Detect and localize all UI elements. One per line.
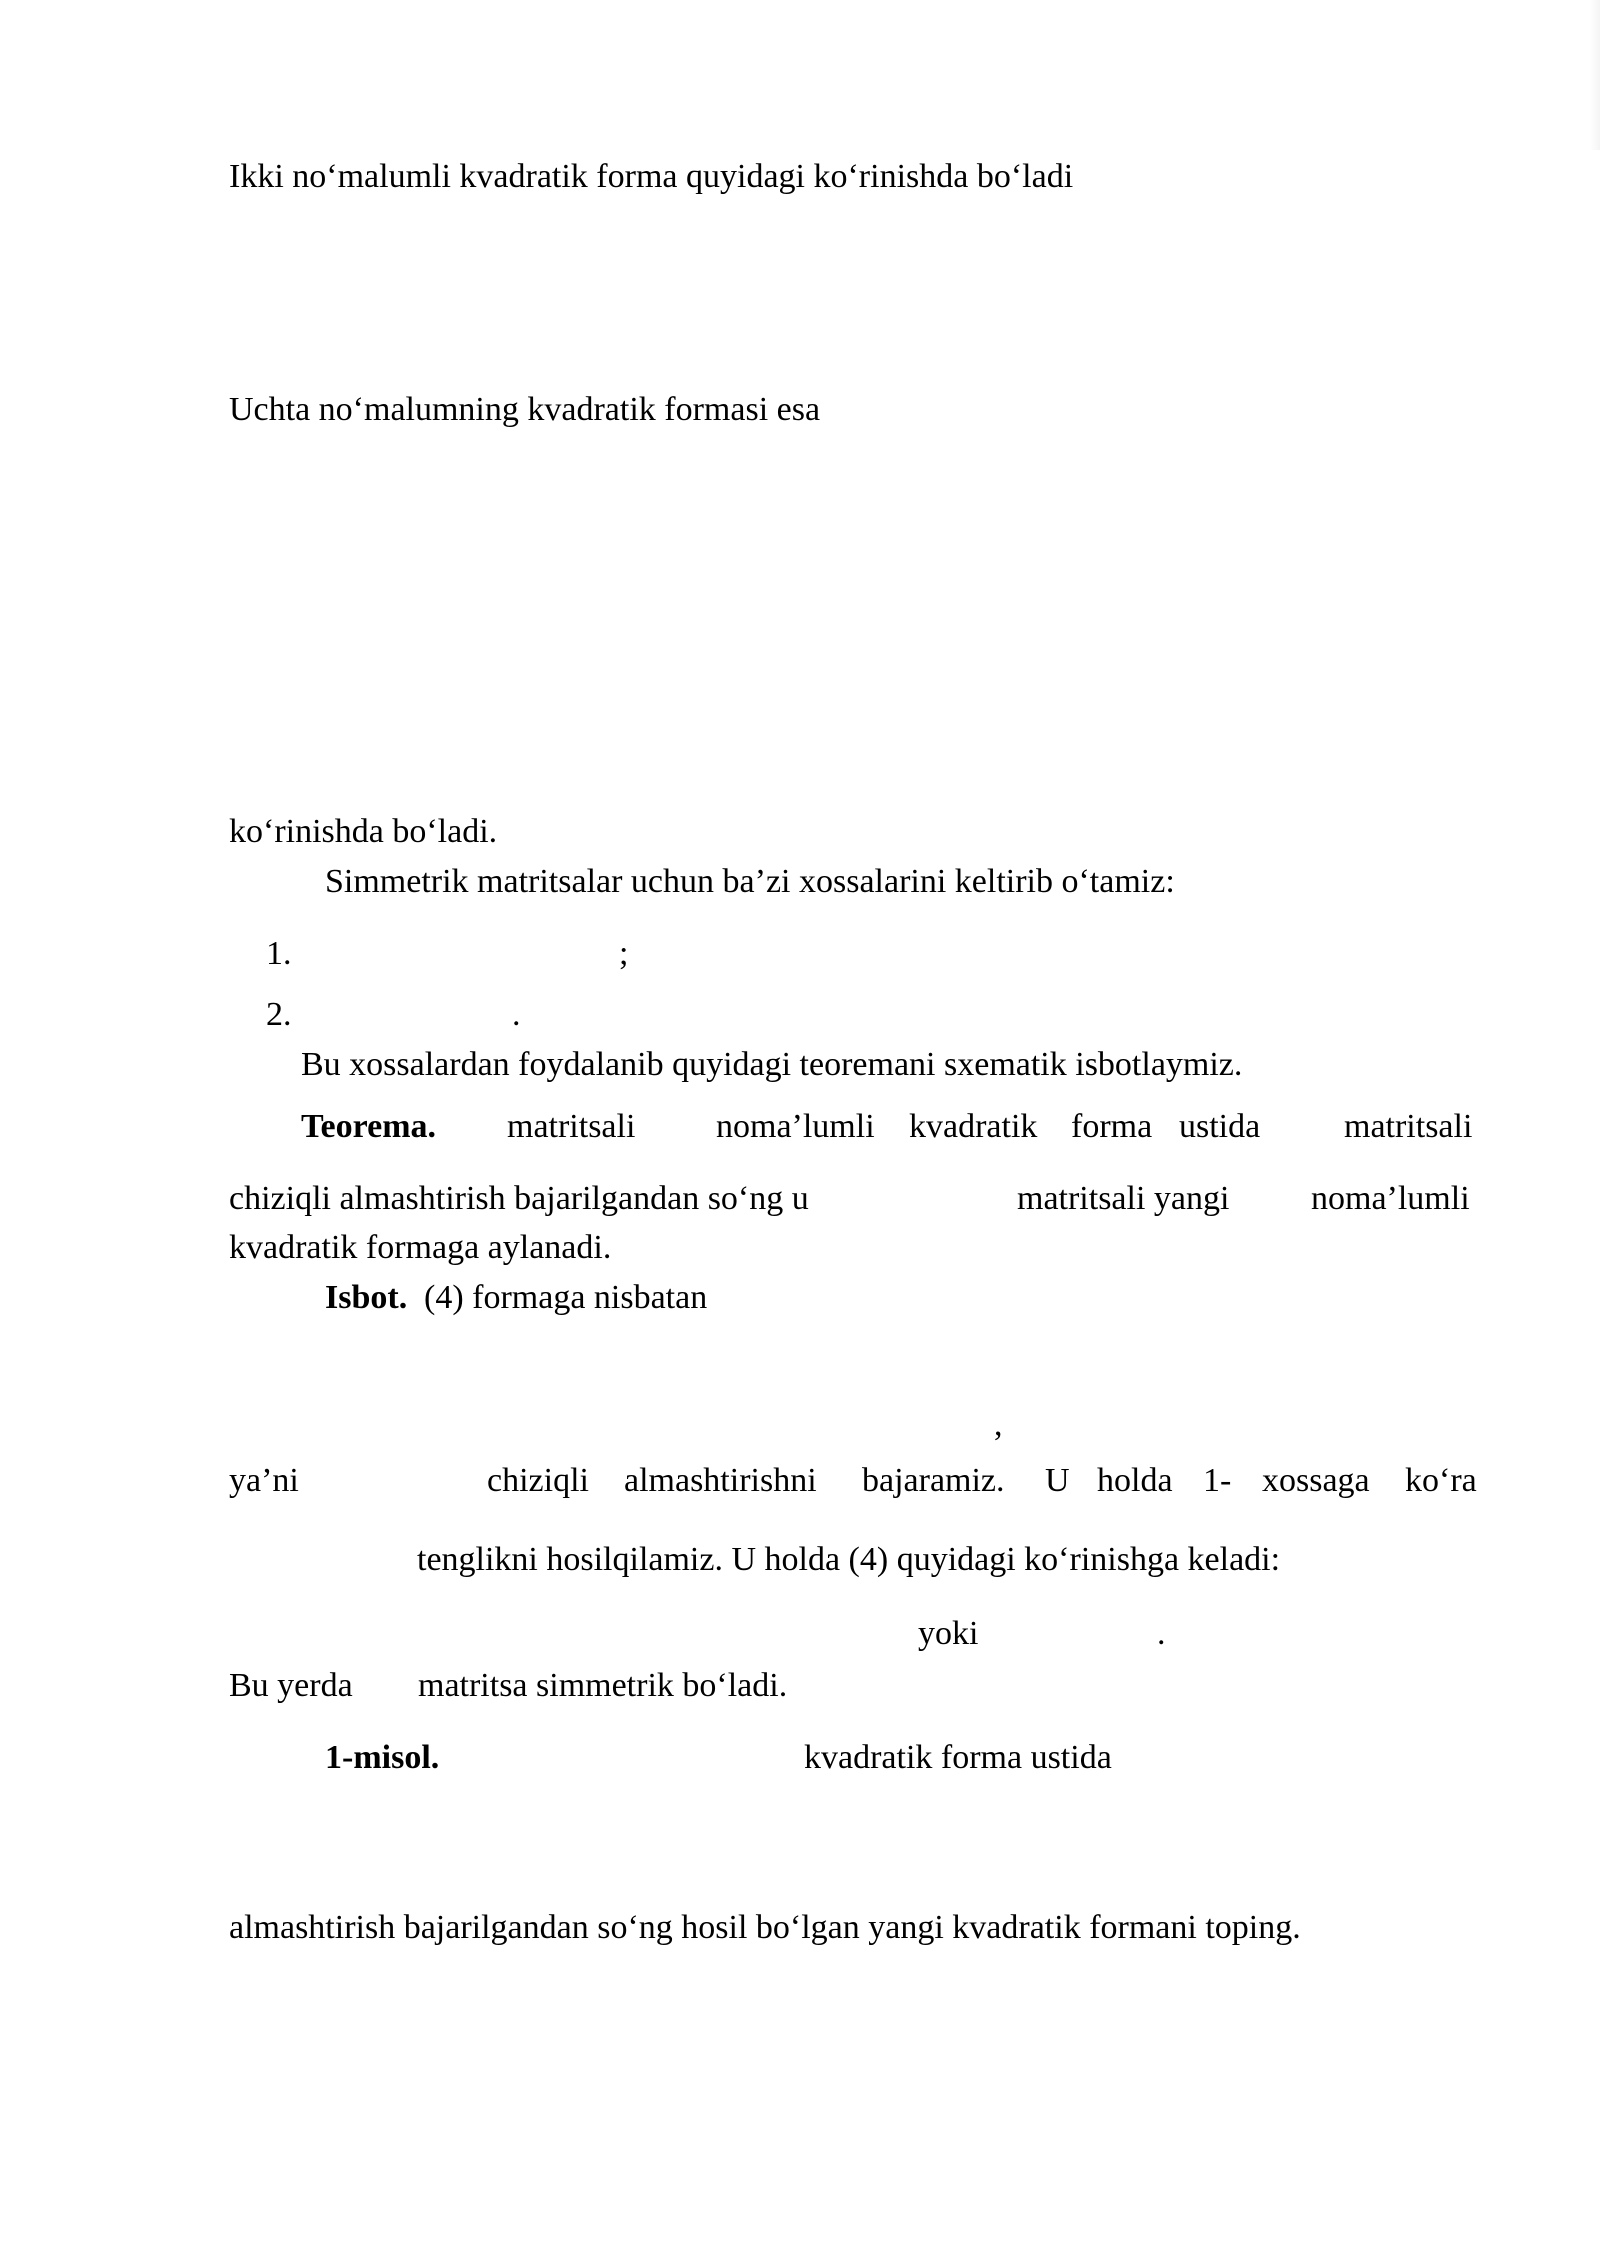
paragraph-three-unknowns: Uchta no‘malumning kvadratik formasi esa bbox=[229, 391, 821, 428]
theorem-word: matritsali bbox=[1344, 1108, 1473, 1145]
theorem-word: matritsali bbox=[507, 1108, 636, 1145]
proof-line-5-end: matritsa simmetrik bo‘ladi. bbox=[418, 1667, 788, 1704]
proof-word: holda bbox=[1097, 1462, 1173, 1499]
theorem-word: ustida bbox=[1179, 1108, 1261, 1145]
list-item-number: 1. bbox=[266, 935, 292, 972]
theorem-line-3: kvadratik formaga aylanadi. bbox=[229, 1229, 612, 1266]
proof-period: . bbox=[1157, 1615, 1166, 1652]
proof-word: xossaga bbox=[1262, 1462, 1370, 1499]
proof-word: 1- bbox=[1203, 1462, 1232, 1499]
theorem-label: Teorema. bbox=[301, 1108, 437, 1145]
example-task: almashtirish bajarilgandan so‘ng hosil bo‘lgan yangi kvadratik formani toping. bbox=[229, 1909, 1301, 1946]
proof-word: bajaramiz. bbox=[862, 1462, 1005, 1499]
proof-word: almashtirishni bbox=[624, 1462, 817, 1499]
proof-word: U bbox=[1045, 1462, 1070, 1499]
paragraph-proof-intro: Bu xossalardan foydalanib quyidagi teoremani sxematik isbotlaymiz. bbox=[301, 1046, 1243, 1083]
proof-comma: , bbox=[994, 1406, 1003, 1443]
proof-yoki: yoki bbox=[918, 1615, 979, 1652]
paragraph-properties-intro: Simmetrik matritsalar uchun ba’zi xossalarini keltirib o‘tamiz: bbox=[325, 863, 1175, 900]
example-text: kvadratik forma ustida bbox=[804, 1739, 1112, 1776]
theorem-line-2-middle: matritsali yangi bbox=[1017, 1180, 1230, 1217]
proof-word: ya’ni bbox=[229, 1462, 299, 1499]
theorem-line-2-start: chiziqli almashtirish bajarilgandan so‘ng u bbox=[229, 1180, 809, 1217]
proof-line-3: tenglikni hosilqilamiz. U holda (4) quyidagi ko‘rinishga keladi: bbox=[417, 1541, 1281, 1578]
theorem-word: kvadratik bbox=[909, 1108, 1038, 1145]
list-item-semicolon: ; bbox=[619, 935, 629, 972]
proof-label: Isbot. bbox=[325, 1279, 408, 1316]
list-item-period: . bbox=[512, 996, 521, 1033]
proof-line-5-start: Bu yerda bbox=[229, 1667, 353, 1704]
example-label: 1-misol. bbox=[325, 1739, 440, 1776]
proof-intro-text: (4) formaga nisbatan bbox=[424, 1279, 708, 1316]
paragraph-two-unknowns: Ikki no‘malumli kvadratik forma quyidagi ko‘rinishda bo‘ladi bbox=[229, 158, 1074, 195]
theorem-word: forma bbox=[1071, 1108, 1153, 1145]
paragraph-form-view: ko‘rinishda bo‘ladi. bbox=[229, 813, 498, 850]
theorem-word: noma’lumli bbox=[716, 1108, 875, 1145]
proof-word: ko‘ra bbox=[1405, 1462, 1477, 1499]
proof-word: chiziqli bbox=[487, 1462, 589, 1499]
page-edge-shadow bbox=[1590, 0, 1600, 150]
theorem-line-2-end: noma’lumli bbox=[1311, 1180, 1470, 1217]
list-item-number: 2. bbox=[266, 996, 292, 1033]
